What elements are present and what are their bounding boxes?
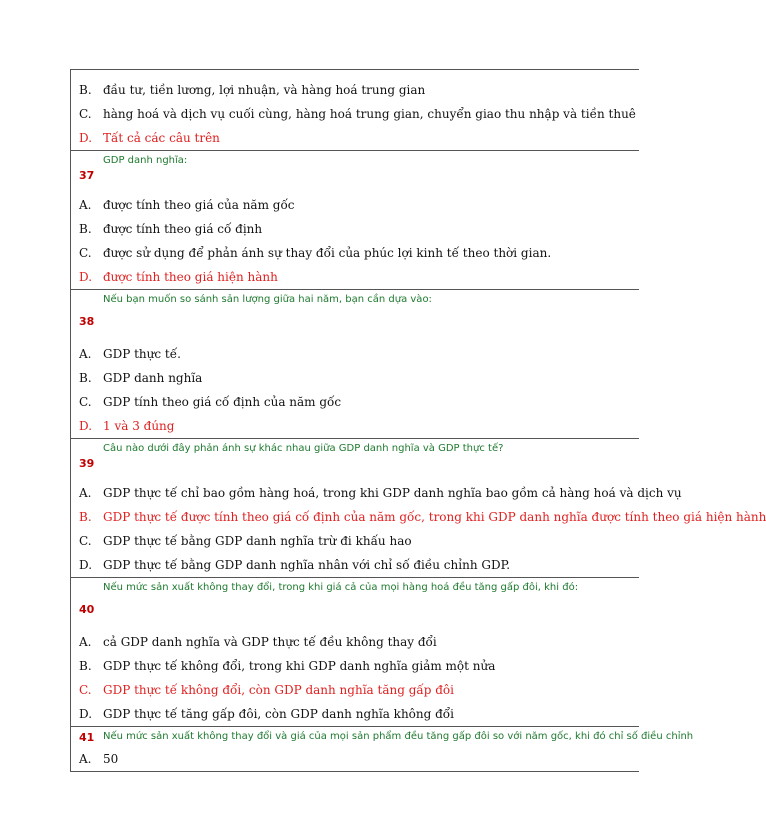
option-letter: A.	[79, 198, 92, 212]
option-a[interactable]	[71, 481, 682, 505]
question-text: Câu nào dưới đây phản ánh sự khác nhau giữa GDP danh nghĩa và GDP thực tế?	[103, 443, 504, 454]
option-text: hàng hoá và dịch vụ cuối cùng, hàng hoá trung gian, chuyển giao thu nhập và tiền thuê	[103, 107, 636, 121]
question-number: 37	[79, 169, 95, 182]
option-b-correct[interactable]	[71, 505, 766, 529]
option-b[interactable]	[71, 78, 639, 102]
option-letter: D.	[79, 419, 93, 433]
option-c[interactable]	[71, 390, 639, 414]
question-37-block	[71, 151, 639, 290]
question-36-block	[71, 70, 639, 151]
option-letter: D.	[79, 270, 93, 284]
option-text: GDP thực tế được tính theo giá cố định của năm gốc, trong khi GDP danh nghĩa được tính theo giá hiện hành	[103, 510, 766, 524]
option-text: GDP danh nghĩa	[103, 371, 203, 385]
question-38-block	[71, 290, 639, 439]
option-c[interactable]	[71, 241, 639, 265]
question-sheet	[70, 69, 766, 772]
option-d-correct[interactable]	[71, 414, 639, 438]
option-letter: C.	[79, 683, 92, 697]
option-letter: C.	[79, 395, 92, 409]
option-letter: A.	[79, 486, 92, 500]
option-text: cả GDP danh nghĩa và GDP thực tế đều không thay đổi	[103, 635, 437, 649]
option-text: GDP thực tế chỉ bao gồm hàng hoá, trong khi GDP danh nghĩa bao gồm cả hàng hoá và dịch vụ	[103, 486, 682, 500]
option-text: GDP tính theo giá cố định của năm gốc	[103, 395, 342, 409]
option-b[interactable]	[71, 654, 639, 678]
question-text: Nếu bạn muốn so sánh sản lượng giữa hai năm, bạn cần dựa vào:	[103, 294, 432, 305]
question-header	[71, 151, 639, 193]
question-number: 39	[79, 457, 95, 470]
option-text: 50	[103, 752, 119, 766]
question-header	[71, 439, 639, 481]
question-header	[71, 578, 639, 630]
question-41-block	[71, 727, 694, 772]
option-text: được sử dụng để phản ánh sự thay đổi của phúc lợi kinh tế theo thời gian.	[103, 246, 552, 260]
option-text: GDP thực tế tăng gấp đôi, còn GDP danh nghĩa không đổi	[103, 707, 454, 721]
question-text: Nếu mức sản xuất không thay đổi, trong khi giá cả của mọi hàng hoá đều tăng gấp đôi, khi đó:	[103, 582, 579, 593]
option-letter: C.	[79, 246, 92, 260]
option-letter: B.	[79, 371, 92, 385]
option-c-correct[interactable]	[71, 678, 639, 702]
option-text: được tính theo giá hiện hành	[103, 270, 278, 284]
option-a[interactable]	[71, 193, 639, 217]
option-a[interactable]	[71, 342, 639, 366]
option-letter: D.	[79, 131, 93, 145]
option-letter: D.	[79, 707, 93, 721]
option-letter: B.	[79, 83, 92, 97]
option-text: GDP thực tế không đổi, trong khi GDP danh nghĩa giảm một nửa	[103, 659, 496, 673]
question-number: 38	[79, 315, 95, 328]
option-text: 1 và 3 đúng	[103, 419, 175, 433]
question-text: Nếu mức sản xuất không thay đổi và giá của mọi sản phẩm đều tăng gấp đôi so với năm gốc, khi đó chỉ số điều chỉnh	[103, 731, 694, 742]
option-text: được tính theo giá của năm gốc	[103, 198, 295, 212]
option-letter: B.	[79, 222, 92, 236]
question-number: 41	[79, 731, 95, 744]
option-d[interactable]	[71, 702, 639, 726]
option-letter: A.	[79, 752, 92, 766]
option-letter: C.	[79, 107, 92, 121]
option-d-correct[interactable]	[71, 126, 639, 150]
question-number: 40	[79, 603, 95, 616]
option-b[interactable]	[71, 217, 639, 241]
option-b[interactable]	[71, 366, 639, 390]
option-letter: A.	[79, 635, 92, 649]
option-text: GDP thực tế bằng GDP danh nghĩa nhân với chỉ số điều chỉnh GDP.	[103, 558, 511, 572]
question-header	[71, 727, 694, 747]
option-d-correct[interactable]	[71, 265, 639, 289]
option-letter: D.	[79, 558, 93, 572]
question-text: GDP danh nghĩa:	[103, 155, 188, 166]
option-text: đầu tư, tiền lương, lợi nhuận, và hàng hoá trung gian	[103, 83, 426, 97]
option-text: GDP thực tế bằng GDP danh nghĩa trừ đi khấu hao	[103, 534, 412, 548]
option-d[interactable]	[71, 553, 639, 577]
option-text: GDP thực tế không đổi, còn GDP danh nghĩa tăng gấp đôi	[103, 683, 454, 697]
question-40-block	[71, 578, 639, 727]
option-letter: B.	[79, 659, 92, 673]
question-header	[71, 290, 639, 342]
option-c[interactable]	[71, 102, 639, 126]
option-letter: B.	[79, 510, 92, 524]
option-a[interactable]	[71, 747, 639, 771]
option-letter: C.	[79, 534, 92, 548]
option-text: GDP thực tế.	[103, 347, 181, 361]
option-text: được tính theo giá cố định	[103, 222, 263, 236]
option-letter: A.	[79, 347, 92, 361]
option-text: Tất cả các câu trên	[103, 131, 220, 145]
question-39-block	[71, 439, 766, 578]
option-a[interactable]	[71, 630, 639, 654]
option-c[interactable]	[71, 529, 639, 553]
